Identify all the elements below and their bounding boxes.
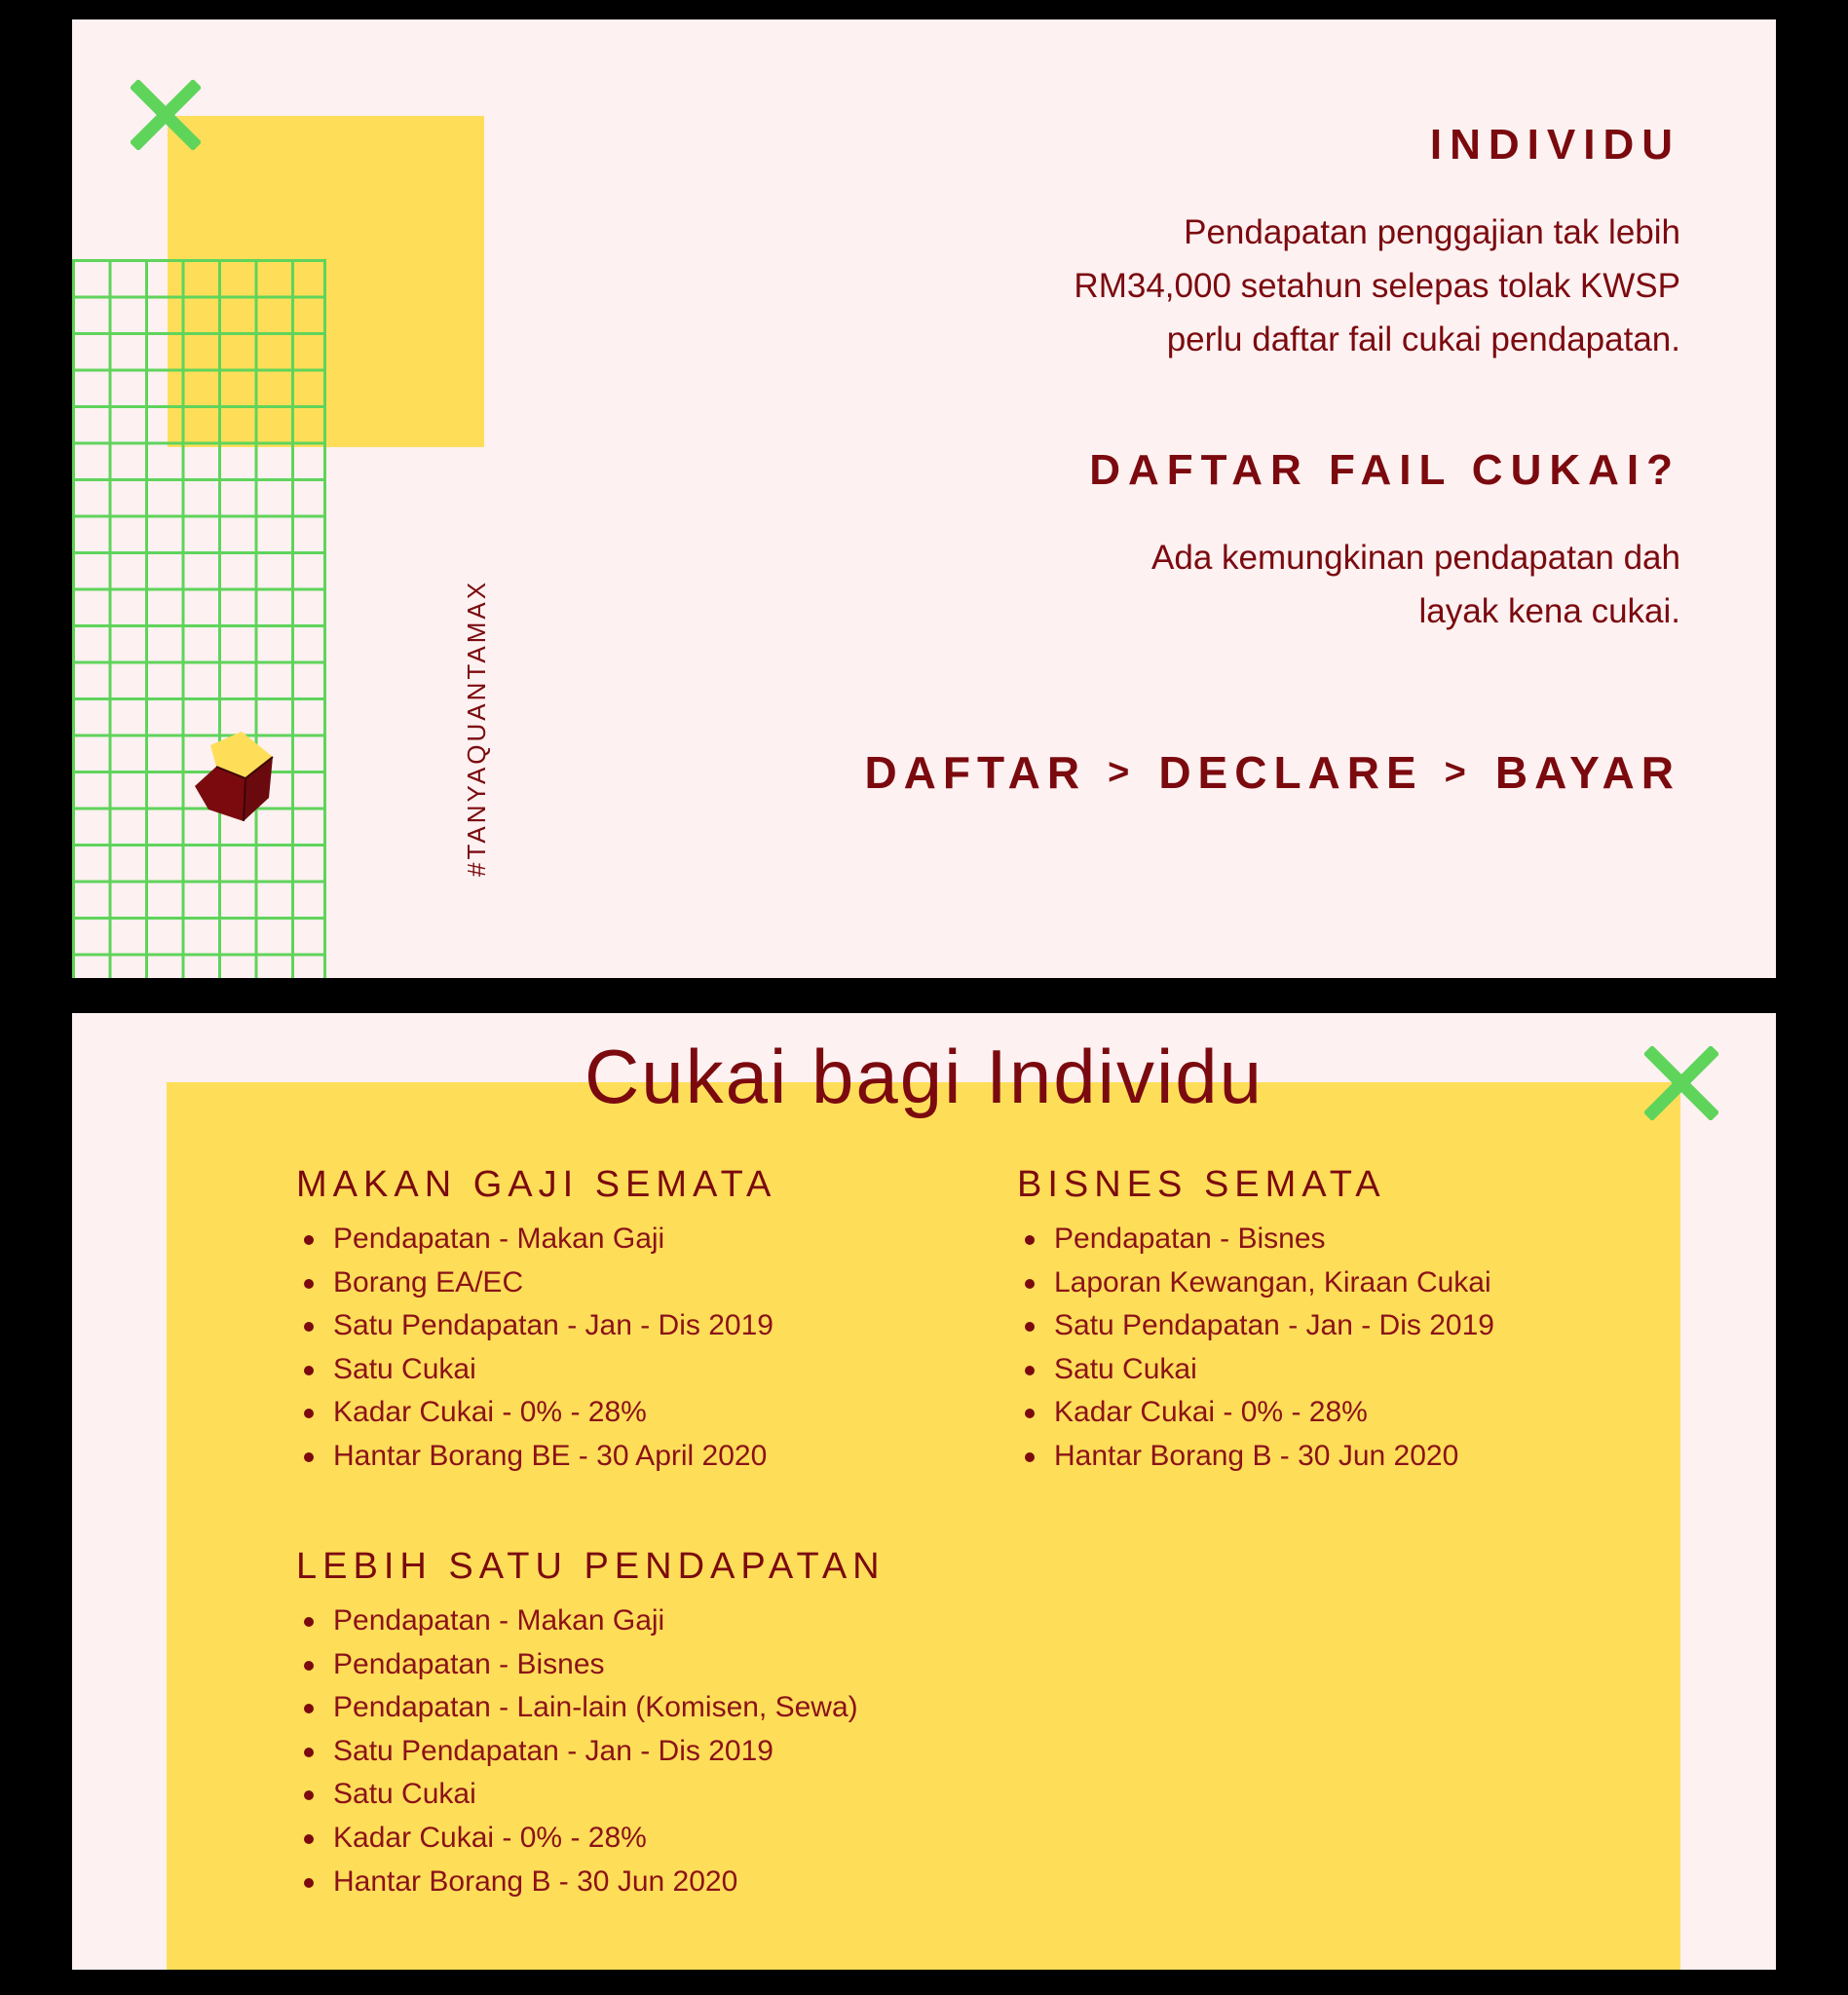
- decor-green-grid: [72, 259, 326, 978]
- list-item: Satu Pendapatan - Jan - Dis 2019: [296, 1304, 776, 1348]
- bullet-list: [296, 1600, 886, 1903]
- list-item: Kadar Cukai - 0% - 28%: [296, 1817, 886, 1861]
- section-individu: [1430, 121, 1680, 169]
- chevron-right-icon: >: [1444, 751, 1466, 793]
- section-daftar: [1089, 446, 1680, 495]
- list-item: Pendapatan - Bisnes: [296, 1643, 886, 1687]
- section-bisnes: [1017, 1164, 1494, 1479]
- daftar-paragraph: [1151, 531, 1680, 638]
- individu-line: RM34,000 setahun selepas tolak KWSP: [1074, 267, 1680, 305]
- heading-daftar-fail-cukai: DAFTAR FAIL CUKAI?: [1089, 446, 1680, 494]
- list-item: Hantar Borang B - 30 Jun 2020: [1017, 1435, 1494, 1479]
- cube-icon: [187, 728, 284, 825]
- section-title: BISNES SEMATA: [1017, 1164, 1386, 1205]
- section-lebih-satu-pendapatan: [296, 1546, 886, 1903]
- list-item: Satu Cukai: [296, 1773, 886, 1817]
- slide-cukai-bagi-individu: [72, 1013, 1776, 1970]
- page-title: Cukai bagi Individu: [584, 1034, 1264, 1119]
- list-item: Laporan Kewangan, Kiraan Cukai: [1017, 1261, 1494, 1305]
- individu-line: Pendapatan penggajian tak lebih: [1184, 213, 1680, 251]
- list-item: Satu Cukai: [296, 1348, 776, 1392]
- daftar-line: Ada kemungkinan pendapatan dah: [1151, 539, 1680, 577]
- list-item: Pendapatan - Bisnes: [1017, 1218, 1494, 1261]
- flow-step-bayar: BAYAR: [1494, 747, 1680, 798]
- list-item: Pendapatan - Makan Gaji: [296, 1600, 886, 1643]
- section-title: LEBIH SATU PENDAPATAN: [296, 1546, 886, 1587]
- list-item: Hantar Borang B - 30 Jun 2020: [296, 1861, 886, 1904]
- flow-step-declare: DECLARE: [1158, 747, 1423, 798]
- list-item: Kadar Cukai - 0% - 28%: [1017, 1391, 1494, 1435]
- process-flow: [864, 746, 1680, 799]
- list-item: Satu Pendapatan - Jan - Dis 2019: [296, 1730, 886, 1774]
- list-item: Hantar Borang BE - 30 April 2020: [296, 1435, 776, 1479]
- individu-paragraph: [1074, 206, 1680, 366]
- x-mark-icon: [131, 80, 201, 150]
- list-item: Satu Pendapatan - Jan - Dis 2019: [1017, 1304, 1494, 1348]
- list-item: Borang EA/EC: [296, 1261, 776, 1305]
- list-item: Pendapatan - Makan Gaji: [296, 1218, 776, 1261]
- list-item: Pendapatan - Lain-lain (Komisen, Sewa): [296, 1686, 886, 1730]
- flow-step-daftar: DAFTAR: [864, 747, 1087, 798]
- daftar-line: layak kena cukai.: [1418, 592, 1680, 630]
- slide-individu: [72, 19, 1776, 978]
- heading-individu: INDIVIDU: [1429, 121, 1680, 169]
- section-title: MAKAN GAJI SEMATA: [296, 1164, 777, 1205]
- chevron-right-icon: >: [1108, 751, 1130, 793]
- hashtag-label: #TANYAQUANTAMAX: [462, 579, 491, 877]
- bullet-list: [296, 1218, 776, 1479]
- list-item: Kadar Cukai - 0% - 28%: [296, 1391, 776, 1435]
- list-item: Satu Cukai: [1017, 1348, 1494, 1392]
- section-makan-gaji: [296, 1164, 776, 1479]
- bullet-list: [1017, 1218, 1494, 1479]
- individu-line: perlu daftar fail cukai pendapatan.: [1166, 320, 1680, 358]
